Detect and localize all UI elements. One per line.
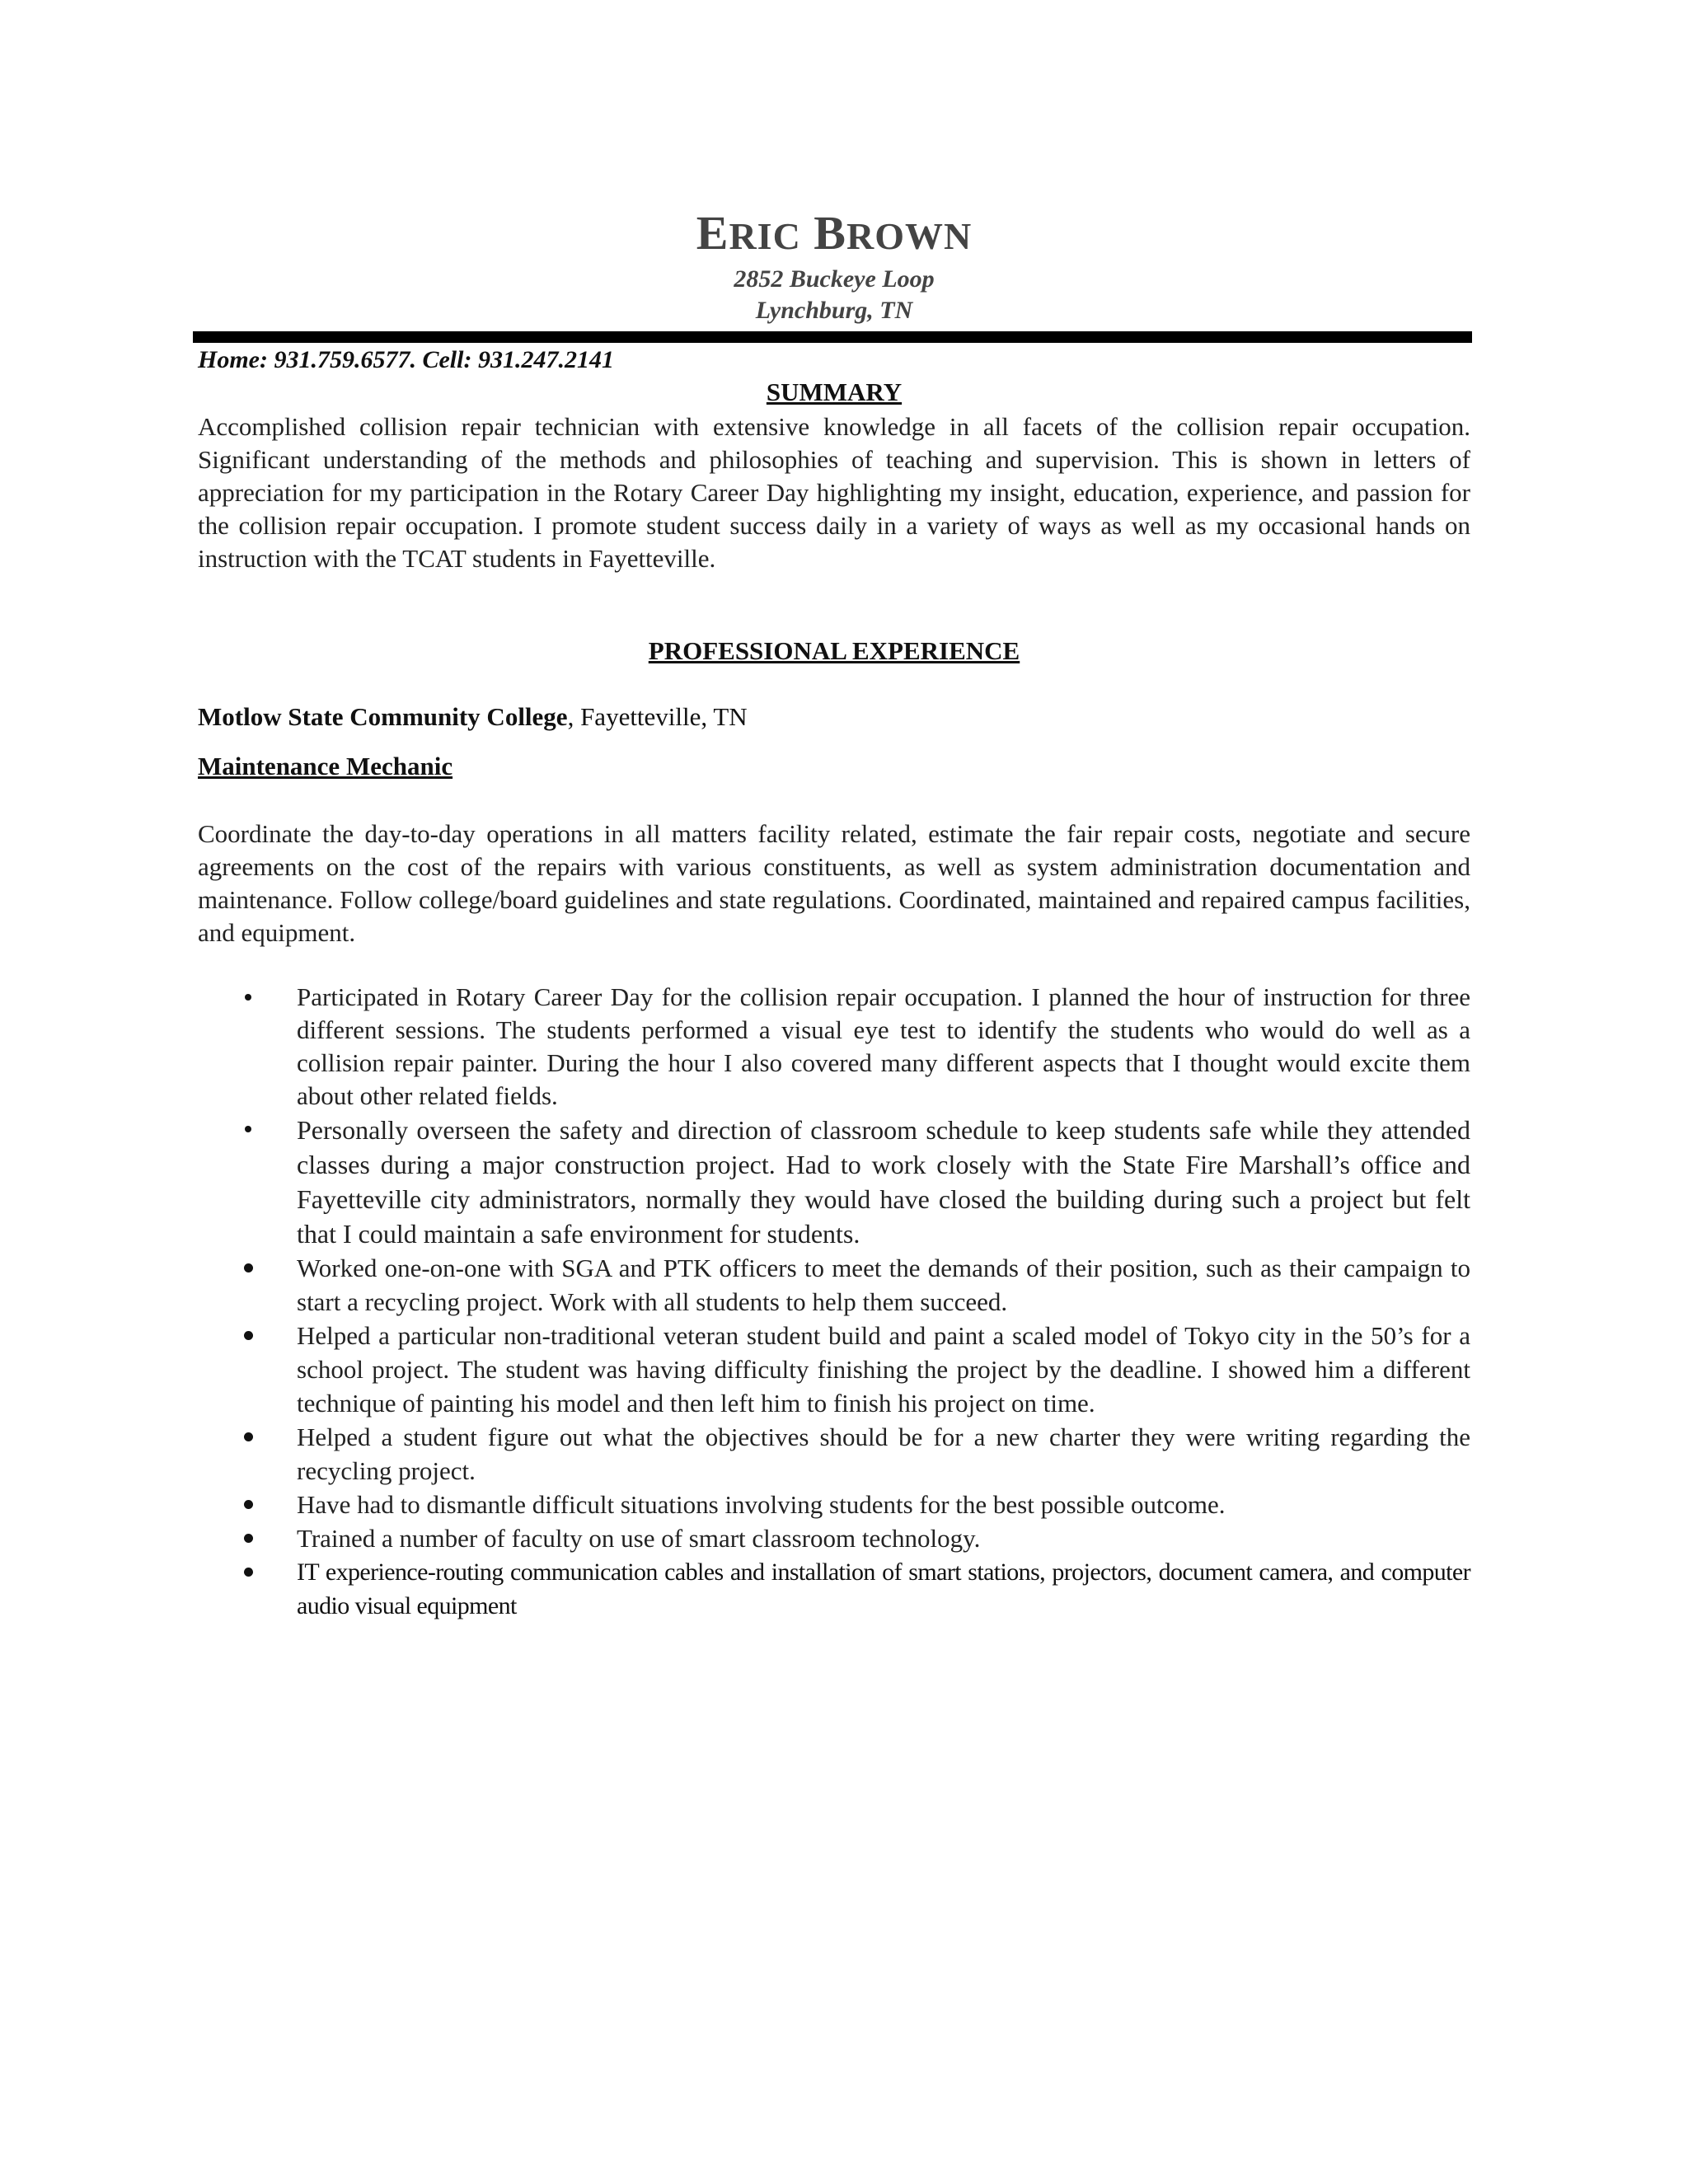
list-item-text: Trained a number of faculty on use of smart classroom technology.	[297, 1524, 981, 1553]
list-item-text: Worked one-on-one with SGA and PTK officers to meet the demands of their position, such as their campaign to start a recycling project. Work with all students to help them succeed.	[297, 1254, 1470, 1316]
name-first-rest: RIC	[729, 215, 801, 257]
list-item	[198, 1113, 1470, 1251]
summary-text: Accomplished collision repair technician with extensive knowledge in all facets of the collision repair occupation. Significant understanding of the methods and philosophies of teaching and supervision. This is shown in letters of appreciation for my participation in the Rotary Career Day highlighting my insight, education, experience, and passion for the collision repair occupation. I promote student success daily in a variety of ways as well as my occasional hands on instruction with the TCAT students in Fayetteville.	[198, 412, 1470, 573]
list-item	[198, 1555, 1470, 1623]
list-item-text: Helped a particular non-traditional veteran student build and paint a scaled model of Tokyo city in the 50’s for a school project. The student was having difficulty finishing the project by the deadline. I showed him a different technique of painting his model and then left him to finish his project on time.	[297, 1321, 1470, 1418]
bullet-icon	[244, 1568, 253, 1577]
employer-location: , Fayetteville, TN	[567, 702, 748, 731]
list-item	[198, 1488, 1470, 1521]
bullet-icon	[244, 1331, 253, 1340]
bullet-icon	[245, 994, 251, 1001]
job-description: Coordinate the day-to-day operations in all matters facility related, estimate the fair repair costs, negotiate and secure agreements on the cost of the repairs with various constituents, as well as system administration documentation and maintenance. Follow college/board guidelines and state regulations. Coordinated, maintained and repaired campus facilities, and equipment.	[198, 819, 1470, 947]
list-item	[198, 1319, 1470, 1420]
list-item	[198, 1420, 1470, 1488]
list-item-text: Helped a student figure out what the objectives should be for a new charter they were writing regarding the recycling project.	[297, 1422, 1470, 1485]
employer-line	[198, 702, 748, 732]
name-last-initial: B	[814, 206, 846, 260]
summary-heading: SUMMARY	[766, 377, 903, 406]
applicant-name	[198, 206, 1470, 260]
list-item	[198, 1521, 1470, 1555]
list-item-text: IT experience-routing communication cables and installation of smart stations, projectors, document camera, and computer audio visual equipment	[297, 1558, 1470, 1619]
bullet-icon	[244, 1263, 253, 1272]
job-title: Maintenance Mechanic	[198, 752, 453, 780]
address-line-1: 2852 Buckeye Loop	[734, 265, 935, 293]
name-first-initial: E	[696, 206, 729, 260]
bullet-icon	[245, 1126, 251, 1132]
experience-heading: PROFESSIONAL EXPERIENCE	[648, 636, 1020, 665]
bullet-icon	[244, 1432, 253, 1441]
list-item-text: Personally overseen the safety and direction of classroom schedule to keep students safe while they attended classes during a major construction project. Had to work closely with the State Fire Marshall’s office and Fayetteville city administrators, normally they would have closed the building during such a project but felt that I could maintain a safe environment for students.	[297, 1115, 1470, 1249]
bullet-icon	[244, 1500, 253, 1509]
list-item-text: Have had to dismantle difficult situations involving students for the best possible outcome.	[297, 1490, 1226, 1519]
address-line-2: Lynchburg, TN	[755, 297, 913, 324]
name-last-rest: ROWN	[846, 215, 973, 257]
list-item	[198, 981, 1470, 1113]
accomplishment-list	[198, 981, 1470, 1623]
list-item-text: Participated in Rotary Career Day for the collision repair occupation. I planned the hour of instruction for three different sessions. The students performed a visual eye test to identify the students who would do well as a collision repair painter. During the hour I also covered many different aspects that I thought would excite them about other related fields.	[297, 982, 1470, 1110]
resume-content	[198, 0, 1470, 2184]
header-divider	[193, 331, 1472, 343]
employer-name: Motlow State Community College	[198, 702, 568, 731]
bullet-icon	[244, 1534, 253, 1543]
list-item	[198, 1251, 1470, 1319]
phone-numbers: Home: 931.759.6577. Cell: 931.247.2141	[198, 346, 614, 373]
